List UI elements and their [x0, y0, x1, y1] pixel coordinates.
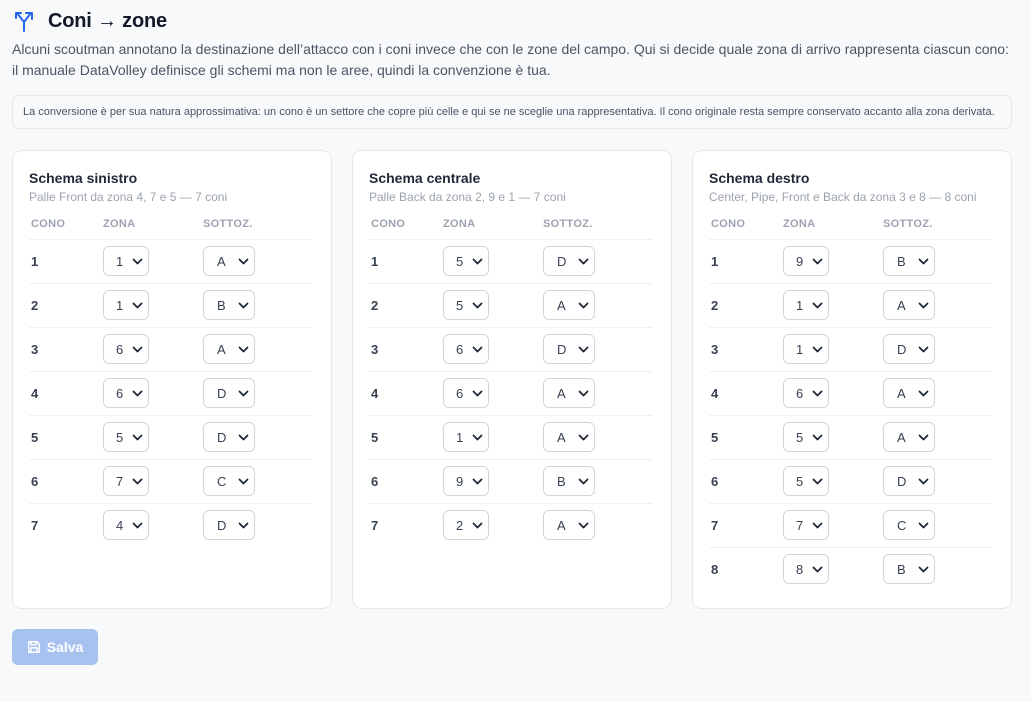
zone-select-value: 1 [456, 429, 464, 445]
subzone-select[interactable] [543, 422, 595, 452]
subzone-select-value: A [217, 253, 226, 269]
chevron-down-icon [918, 346, 929, 353]
chevron-down-icon [578, 258, 589, 265]
subzone-select[interactable] [543, 246, 595, 276]
chevron-down-icon [812, 302, 823, 309]
zone-select-value: 5 [796, 473, 804, 489]
chevron-down-icon [918, 258, 929, 265]
zone-select[interactable] [783, 422, 829, 452]
subzone-select[interactable] [883, 510, 935, 540]
chevron-down-icon [472, 522, 483, 529]
save-button-label: Salva [46, 639, 84, 655]
chevron-down-icon [578, 478, 589, 485]
table-row [369, 239, 652, 283]
chevron-down-icon [918, 434, 929, 441]
cone-number: 2 [369, 283, 443, 327]
cone-number: 7 [31, 517, 39, 533]
subzone-select[interactable] [883, 466, 935, 496]
table-row [29, 239, 312, 283]
table-row [29, 283, 312, 327]
zone-select[interactable] [103, 422, 149, 452]
cone-number: 2 [29, 283, 103, 327]
zone-select[interactable] [783, 334, 829, 364]
chevron-down-icon [578, 390, 589, 397]
chevron-down-icon [132, 478, 143, 485]
subzone-select-value: D [217, 429, 227, 445]
subzone-select[interactable] [203, 246, 255, 276]
zone-select[interactable] [783, 510, 829, 540]
cone-number: 6 [369, 459, 443, 503]
col-header-cone: CONO [29, 217, 103, 239]
cone-table [29, 217, 312, 547]
chevron-down-icon [812, 478, 823, 485]
subzone-select-value: A [897, 385, 906, 401]
zone-select[interactable] [103, 246, 149, 276]
split-arrows-icon [12, 9, 36, 33]
scheme-card-left [12, 150, 332, 609]
chevron-down-icon [472, 478, 483, 485]
chevron-down-icon [132, 258, 143, 265]
zone-select[interactable] [103, 378, 149, 408]
chevron-down-icon [918, 302, 929, 309]
scheme-subtitle: Palle Front da zona 4, 7 e 5 — 7 coni [29, 190, 228, 204]
subzone-select[interactable] [883, 246, 935, 276]
conversion-notice: La conversione è per sua natura approssimativa: un cono è un settore che copre più celle e qui se ne sceglie una rappresentativa. Il cono originale resta sempre conservato accanto alla zona derivata. [12, 95, 1012, 129]
table-row [709, 371, 992, 415]
chevron-down-icon [578, 302, 589, 309]
table-row [369, 415, 652, 459]
subzone-select[interactable] [203, 290, 255, 320]
cone-number: 7 [371, 517, 379, 533]
chevron-down-icon [918, 566, 929, 573]
col-header-cone: CONO [369, 217, 443, 239]
cone-number: 2 [709, 283, 783, 327]
chevron-down-icon [132, 390, 143, 397]
subzone-select-value: C [897, 517, 907, 533]
table-row [709, 327, 992, 371]
cone-number: 6 [29, 459, 103, 503]
cone-number: 4 [369, 371, 443, 415]
table-row [369, 327, 652, 371]
col-header-cone: CONO [709, 217, 783, 239]
col-header-subzone: SOTTOZ. [883, 217, 992, 239]
subzone-select[interactable] [883, 554, 935, 584]
subzone-select[interactable] [543, 334, 595, 364]
page-title: Coni → zone [48, 9, 167, 32]
page-header [12, 9, 167, 33]
subzone-select-value: A [897, 429, 906, 445]
chevron-down-icon [238, 478, 249, 485]
subzone-select[interactable] [883, 422, 935, 452]
cone-number: 1 [29, 239, 103, 283]
subzone-select-value: B [897, 561, 906, 577]
chevron-down-icon [812, 566, 823, 573]
zone-select[interactable] [443, 422, 489, 452]
chevron-down-icon [578, 522, 589, 529]
zone-select[interactable] [443, 510, 489, 540]
table-row [709, 415, 992, 459]
col-header-subzone: SOTTOZ. [543, 217, 652, 239]
col-header-zone: ZONA [783, 217, 883, 239]
chevron-down-icon [238, 390, 249, 397]
zone-select[interactable] [443, 334, 489, 364]
page-description: Alcuni scoutman annotano la destinazione dell’attacco con i coni invece che con le zone del campo. Qui si decide quale zona di arrivo rappresenta ciascun cono: il manuale DataVolley definisce gli schemi ma non le aree, quindi la convenzione è tua. [12, 41, 1009, 78]
cone-table [709, 217, 992, 591]
table-row [709, 503, 992, 547]
chevron-down-icon [918, 522, 929, 529]
scheme-title: Schema sinistro [29, 170, 138, 186]
zone-select-value: 4 [116, 517, 124, 533]
cone-number: 5 [709, 415, 783, 459]
zone-select-value: 1 [116, 253, 124, 269]
chevron-down-icon [578, 434, 589, 441]
chevron-down-icon [472, 346, 483, 353]
zone-select-value: 1 [116, 297, 124, 313]
zone-select[interactable] [783, 290, 829, 320]
zone-select[interactable] [443, 378, 489, 408]
chevron-down-icon [812, 390, 823, 397]
table-row [709, 283, 992, 327]
table-row [369, 283, 652, 327]
zone-select[interactable] [103, 466, 149, 496]
zone-select-value: 9 [456, 473, 464, 489]
chevron-down-icon [132, 302, 143, 309]
chevron-down-icon [132, 434, 143, 441]
subzone-select-value: A [217, 341, 226, 357]
zone-select-value: 6 [116, 341, 124, 357]
zone-select[interactable] [783, 246, 829, 276]
zone-select[interactable] [103, 510, 149, 540]
chevron-down-icon [812, 522, 823, 529]
scheme-subtitle: Palle Back da zona 2, 9 e 1 — 7 coni [369, 190, 566, 204]
zone-select[interactable] [443, 246, 489, 276]
zone-select[interactable] [443, 290, 489, 320]
scheme-card-right [692, 150, 1012, 609]
subzone-select-value: D [557, 253, 567, 269]
subzone-select[interactable] [883, 290, 935, 320]
chevron-down-icon [812, 258, 823, 265]
chevron-down-icon [918, 478, 929, 485]
cone-number: 5 [29, 415, 103, 459]
chevron-down-icon [238, 346, 249, 353]
zone-select-value: 5 [116, 429, 124, 445]
cone-number: 4 [29, 371, 103, 415]
zone-select[interactable] [443, 466, 489, 496]
zone-select[interactable] [103, 290, 149, 320]
cone-number: 5 [369, 415, 443, 459]
subzone-select[interactable] [203, 378, 255, 408]
scheme-card-center [352, 150, 672, 609]
subzone-select-value: D [897, 473, 907, 489]
subzone-select-value: B [897, 253, 906, 269]
subzone-select[interactable] [883, 334, 935, 364]
chevron-down-icon [132, 522, 143, 529]
chevron-down-icon [812, 346, 823, 353]
subzone-select-value: D [217, 385, 227, 401]
chevron-down-icon [472, 302, 483, 309]
table-row [369, 459, 652, 503]
cone-number: 4 [709, 371, 783, 415]
subzone-select[interactable] [203, 422, 255, 452]
chevron-down-icon [812, 434, 823, 441]
subzone-select-value: D [897, 341, 907, 357]
col-header-zone: ZONA [443, 217, 543, 239]
subzone-select-value: D [557, 341, 567, 357]
cone-number: 7 [709, 503, 783, 547]
subzone-select-value: A [897, 297, 906, 313]
subzone-select-value: A [557, 297, 566, 313]
subzone-select-value: A [557, 429, 566, 445]
scheme-title: Schema centrale [369, 170, 481, 186]
zone-select-value: 6 [796, 385, 804, 401]
subzone-select[interactable] [543, 378, 595, 408]
zone-select[interactable] [783, 466, 829, 496]
zone-select-value: 6 [456, 341, 464, 357]
table-row [709, 459, 992, 503]
chevron-down-icon [472, 390, 483, 397]
chevron-down-icon [132, 346, 143, 353]
table-row [29, 415, 312, 459]
subzone-select-value: C [217, 473, 227, 489]
subzone-select[interactable] [203, 466, 255, 496]
zone-select-value: 7 [116, 473, 124, 489]
chevron-down-icon [472, 434, 483, 441]
chevron-down-icon [918, 390, 929, 397]
chevron-down-icon [238, 302, 249, 309]
subzone-select[interactable] [203, 334, 255, 364]
cone-number: 3 [709, 327, 783, 371]
zone-select-value: 6 [456, 385, 464, 401]
subzone-select-value: A [557, 385, 566, 401]
table-row [29, 371, 312, 415]
zone-select-value: 5 [456, 253, 464, 269]
subzone-select[interactable] [543, 510, 595, 540]
subzone-select[interactable] [203, 510, 255, 540]
col-header-subzone: SOTTOZ. [203, 217, 312, 239]
cone-number: 1 [369, 239, 443, 283]
chevron-down-icon [238, 258, 249, 265]
subzone-select[interactable] [543, 290, 595, 320]
chevron-down-icon [472, 258, 483, 265]
zone-select[interactable] [103, 334, 149, 364]
table-row [29, 459, 312, 503]
subzone-select[interactable] [883, 378, 935, 408]
save-button[interactable] [12, 629, 98, 665]
zone-select[interactable] [783, 554, 829, 584]
zone-select-value: 5 [456, 297, 464, 313]
chevron-down-icon [238, 522, 249, 529]
table-row [369, 371, 652, 415]
table-row [709, 547, 992, 591]
subzone-select-value: A [557, 517, 566, 533]
zone-select-value: 2 [456, 517, 464, 533]
cone-number: 3 [29, 327, 103, 371]
table-row [29, 327, 312, 371]
zone-select-value: 1 [796, 341, 804, 357]
cone-number: 6 [709, 459, 783, 503]
zone-select-value: 9 [796, 253, 804, 269]
subzone-select-value: B [557, 473, 566, 489]
scheme-subtitle: Center, Pipe, Front e Back da zona 3 e 8 — 8 coni [709, 190, 977, 204]
chevron-down-icon [578, 346, 589, 353]
scheme-title: Schema destro [709, 170, 810, 186]
table-row [709, 239, 992, 283]
chevron-down-icon [238, 434, 249, 441]
floppy-disk-icon [27, 640, 41, 654]
zone-select[interactable] [783, 378, 829, 408]
zone-select-value: 8 [796, 561, 804, 577]
table-row [369, 503, 652, 547]
zone-select-value: 7 [796, 517, 804, 533]
cone-number: 8 [711, 561, 719, 577]
zone-select-value: 6 [116, 385, 124, 401]
subzone-select[interactable] [543, 466, 595, 496]
col-header-zone: ZONA [103, 217, 203, 239]
cone-number: 1 [709, 239, 783, 283]
cone-number: 3 [369, 327, 443, 371]
subzone-select-value: D [217, 517, 227, 533]
zone-select-value: 1 [796, 297, 804, 313]
table-row [29, 503, 312, 547]
zone-select-value: 5 [796, 429, 804, 445]
cone-table [369, 217, 652, 547]
subzone-select-value: B [217, 297, 226, 313]
